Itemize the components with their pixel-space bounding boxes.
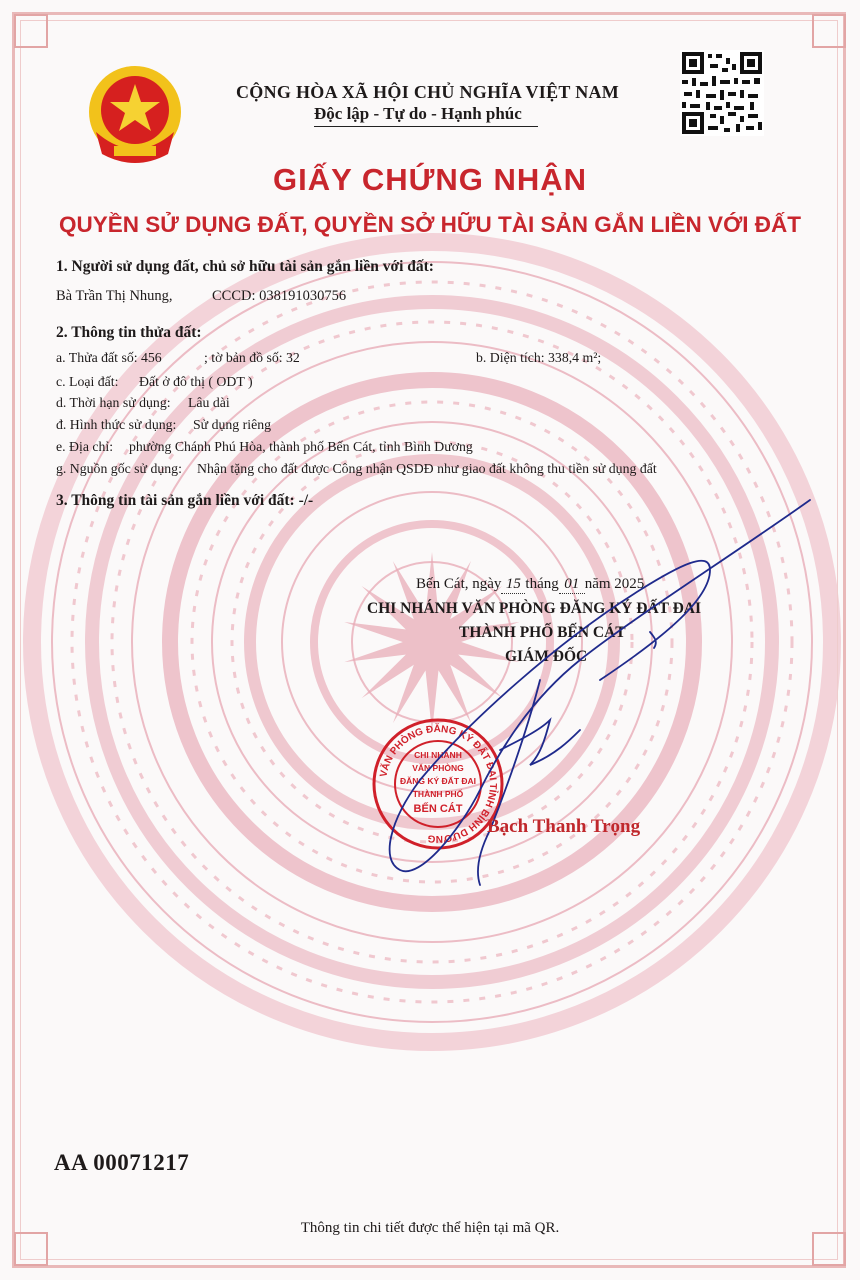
stamp-line: BẾN CÁT <box>413 803 463 815</box>
address-value: phường Chánh Phú Hòa, thành phố Bến Cát, tỉnh Bình Dương <box>129 439 473 454</box>
national-emblem-icon <box>84 62 186 170</box>
map-sheet-number: ; tờ bản đồ số: 32 <box>204 350 300 365</box>
certificate-serial-number: AA 00071217 <box>54 1150 190 1175</box>
stamp-line: THÀNH PHỐ <box>412 789 464 799</box>
signing-place: Bến Cát, ngày <box>416 576 502 592</box>
land-area: b. Diện tích: 338,4 m²; <box>476 350 602 365</box>
section-1-heading: 1. Người sử dụng đất, chủ sở hữu tài sản gắn liền với đất: <box>56 258 434 275</box>
usage-form-value: Sử dụng riêng <box>193 417 271 432</box>
agency-line-2: THÀNH PHỐ BẾN CÁT <box>459 624 626 641</box>
stamp-line: CHI NHÁNH <box>414 750 462 760</box>
signing-year: năm 2025 <box>584 576 645 592</box>
nation-name: CỘNG HÒA XÃ HỘI CHỦ NGHĨA VIỆT NAM <box>236 82 620 102</box>
stamp-line: ĐĂNG KÝ ĐẤT ĐAI <box>399 776 477 786</box>
origin-label: g. Nguồn gốc sử dụng: <box>56 461 182 476</box>
national-motto: Độc lập - Tự do - Hạnh phúc <box>314 104 522 123</box>
month-word: tháng <box>525 576 559 592</box>
corner-ornament <box>14 1232 48 1266</box>
usage-term-value: Lâu dài <box>188 395 230 410</box>
address-label: e. Địa chỉ: <box>56 439 114 454</box>
stamp-ring-text: VĂN PHÒNG ĐĂNG KÝ ĐẤT ĐAI TỈNH BÌNH DƯƠNG <box>378 723 499 845</box>
signing-month: 01 <box>559 576 585 594</box>
owner-name: Bà Trần Thị Nhung, <box>56 288 173 304</box>
origin-value: Nhận tặng cho đất được Công nhận QSDĐ như giao đất không thu tiền sử dụng đất <box>197 461 657 476</box>
agency-line-1: CHI NHÁNH VĂN PHÒNG ĐĂNG KÝ ĐẤT ĐAI <box>367 600 701 617</box>
usage-form-label: đ. Hình thức sử dụng: <box>56 417 177 432</box>
signer-name: Bạch Thanh Trọng <box>487 816 641 837</box>
owner-id: CCCD: 038191030756 <box>212 288 347 304</box>
certificate-title: GIẤY CHỨNG NHẬN <box>273 162 587 197</box>
corner-ornament <box>14 14 48 48</box>
stamp-line: VĂN PHÒNG <box>412 763 464 773</box>
corner-ornament <box>812 14 846 48</box>
usage-term-label: d. Thời hạn sử dụng: <box>56 395 171 410</box>
land-type-label: c. Loại đất: <box>56 374 119 389</box>
handwritten-signature <box>380 490 820 900</box>
parcel-number: a. Thửa đất số: 456 <box>56 350 162 365</box>
qr-footer-note: Thông tin chi tiết được thể hiện tại mã QR. <box>300 1220 560 1236</box>
section-2-heading: 2. Thông tin thửa đất: <box>56 324 202 341</box>
section-3-heading: 3. Thông tin tài sản gắn liền với đất: -/- <box>56 492 314 509</box>
signing-day: 15 <box>501 576 525 594</box>
corner-ornament <box>812 1232 846 1266</box>
signer-position: GIÁM ĐỐC <box>505 648 588 665</box>
certificate-subtitle: QUYỀN SỬ DỤNG ĐẤT, QUYỀN SỞ HỮU TÀI SẢN GẮN LIỀN VỚI ĐẤT <box>58 212 802 237</box>
land-type-value: Đất ở đô thị ( ODT ) <box>139 374 253 389</box>
qr-code[interactable] <box>680 50 764 136</box>
motto-underline <box>314 126 538 127</box>
